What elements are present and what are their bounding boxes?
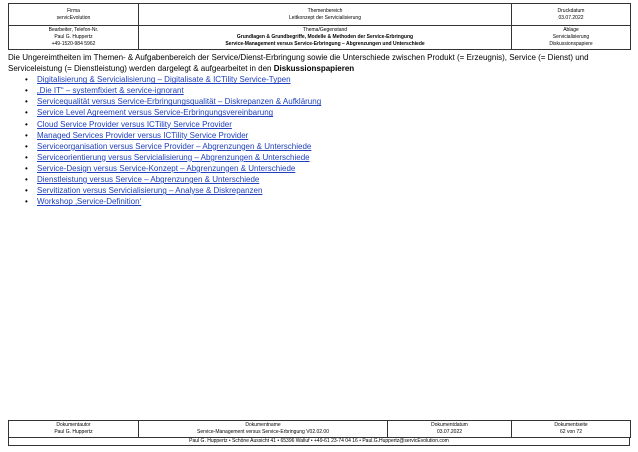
list-item	[8, 174, 632, 185]
list-item	[8, 163, 632, 174]
header-print-date-cell	[512, 4, 631, 26]
discussion-paper-link[interactable]: Digitalisierung & Servicialisierung – Digitalisate & ICTility Service-Typen	[37, 75, 291, 85]
list-item	[8, 185, 632, 196]
list-item	[8, 141, 632, 152]
header-company-value: servicEvolution	[56, 14, 91, 21]
discussion-paper-list	[8, 74, 632, 207]
header-filing-label: Ablage	[563, 27, 579, 33]
footer-docname-cell	[139, 421, 388, 438]
bullet-icon: •	[25, 108, 28, 118]
header-editor-name: Paul G. Huppertz	[54, 34, 93, 40]
discussion-paper-link[interactable]: Cloud Service Provider versus ICTility Service Provider	[37, 119, 232, 129]
header-editor-label: Bearbeiter, Telefon-Nr.	[48, 27, 99, 33]
header-filing-line1: Servicialisierung	[552, 34, 590, 40]
list-item	[8, 152, 632, 163]
footer-docname-label: Dokumentname	[245, 422, 281, 428]
footer-author-label: Dokumentautor	[56, 422, 91, 428]
discussion-paper-link[interactable]: Managed Services Provider versus ICTility Service Provider	[37, 130, 249, 140]
footer-author-value: Paul G. Huppertz	[54, 429, 93, 435]
list-item	[8, 96, 632, 107]
discussion-paper-link[interactable]: Servicequalität versus Service-Erbringungsqualität – Diskrepanzen & Aufklärung	[37, 97, 322, 107]
discussion-paper-link[interactable]: Dienstleistung versus Service – Abgrenzungen & Unterschiede	[37, 175, 260, 185]
intro-bold: Diskussionspapieren	[273, 63, 355, 73]
footer-page-value: 62 von 72	[560, 429, 582, 435]
intro-text: Die Ungereimtheiten im Themen- & Aufgabenbereich der Service/Dienst-Erbringung sowie die Unterschiede zwischen Produkt (= Erzeugnis), Service (= Dienst) und Serviceleistung (= Dienstleistung) werden dargelegt & aufgearbeitet in den	[8, 53, 589, 73]
footer-docname-value: Service-Management versus Service-Erbringung V02.02.00	[196, 429, 329, 435]
header-company-cell	[9, 4, 139, 26]
header-editor-cell	[9, 26, 139, 50]
header-print-date-label: Druckdatum	[557, 7, 585, 14]
header-company-label: Firma	[67, 7, 80, 14]
header-topic-area-value: Leitkonzept der Servicialisierung	[289, 14, 361, 21]
bullet-icon: •	[25, 97, 28, 107]
discussion-paper-link[interactable]: „Die IT“ – systemfixiert & service-ignorant	[37, 86, 184, 96]
footer-docdate-cell	[388, 421, 512, 438]
discussion-paper-link[interactable]: Serviceorganisation versus Service Provider – Abgrenzungen & Unterschiede	[37, 141, 312, 151]
intro-paragraph	[8, 53, 632, 74]
bullet-icon: •	[25, 175, 28, 185]
discussion-paper-link[interactable]: Serviceorientierung versus Servicialisierung – Abgrenzungen & Unterschiede	[37, 152, 310, 162]
discussion-paper-link[interactable]: Service-Design versus Service-Konzept – Abgrenzungen & Unterschiede	[37, 163, 296, 173]
list-item	[8, 130, 632, 141]
bullet-icon: •	[25, 119, 28, 129]
bullet-icon: •	[25, 163, 28, 173]
header-subject-cell	[139, 26, 512, 50]
header-subject-line1: Grundlagen & Grundbegriffe, Modelle & Methoden der Service-Erbringung	[236, 34, 414, 40]
footer-docdate-value: 03.07.2022	[436, 429, 463, 435]
header-filing-line2: Diskussionspapiere	[549, 41, 593, 47]
header-topic-area-cell	[139, 4, 512, 26]
document-footer	[8, 420, 631, 438]
bullet-icon: •	[25, 141, 28, 151]
header-print-date-value: 03.07.2022	[558, 14, 584, 21]
list-item	[8, 196, 632, 207]
discussion-paper-link[interactable]: Servitization versus Servicialisierung – Analyse & Diskrepanzen	[37, 186, 263, 196]
list-item	[8, 85, 632, 96]
bullet-icon: •	[25, 197, 28, 207]
header-editor-phone: +49-1520-984 5962	[51, 41, 96, 47]
bullet-icon: •	[25, 130, 28, 140]
header-subject-label: Thema/Gegenstand	[302, 27, 348, 33]
footer-page-cell	[512, 421, 631, 438]
document-body	[8, 53, 632, 207]
list-item	[8, 119, 632, 130]
list-item	[8, 74, 632, 85]
discussion-paper-link[interactable]: Service Level Agreement versus Service-Erbringungsvereinbarung	[37, 108, 274, 118]
bullet-icon: •	[25, 186, 28, 196]
footer-page-label: Dokumentseite	[554, 422, 588, 428]
list-item	[8, 107, 632, 118]
footer-docdate-label: Dokumentdatum	[431, 422, 468, 428]
header-subject-line2: Service-Management versus Service-Erbringung – Abgrenzungen und Unterschiede	[225, 41, 425, 47]
bullet-icon: •	[25, 152, 28, 162]
header-filing-cell	[512, 26, 631, 50]
header-topic-area-label: Themenbereich	[307, 7, 343, 14]
footer-contact-line: Paul G. Huppertz • Schöne Aussicht 41 • 65396 Walluf • +49-61 23-74 04 16 • Paul.G.Huppertz@servicEvolution.com	[8, 437, 630, 446]
footer-author-cell	[9, 421, 139, 438]
document-header	[8, 3, 631, 50]
discussion-paper-link[interactable]: Workshop ‚Service-Definition‘	[37, 197, 142, 207]
bullet-icon: •	[25, 86, 28, 96]
bullet-icon: •	[25, 75, 28, 85]
